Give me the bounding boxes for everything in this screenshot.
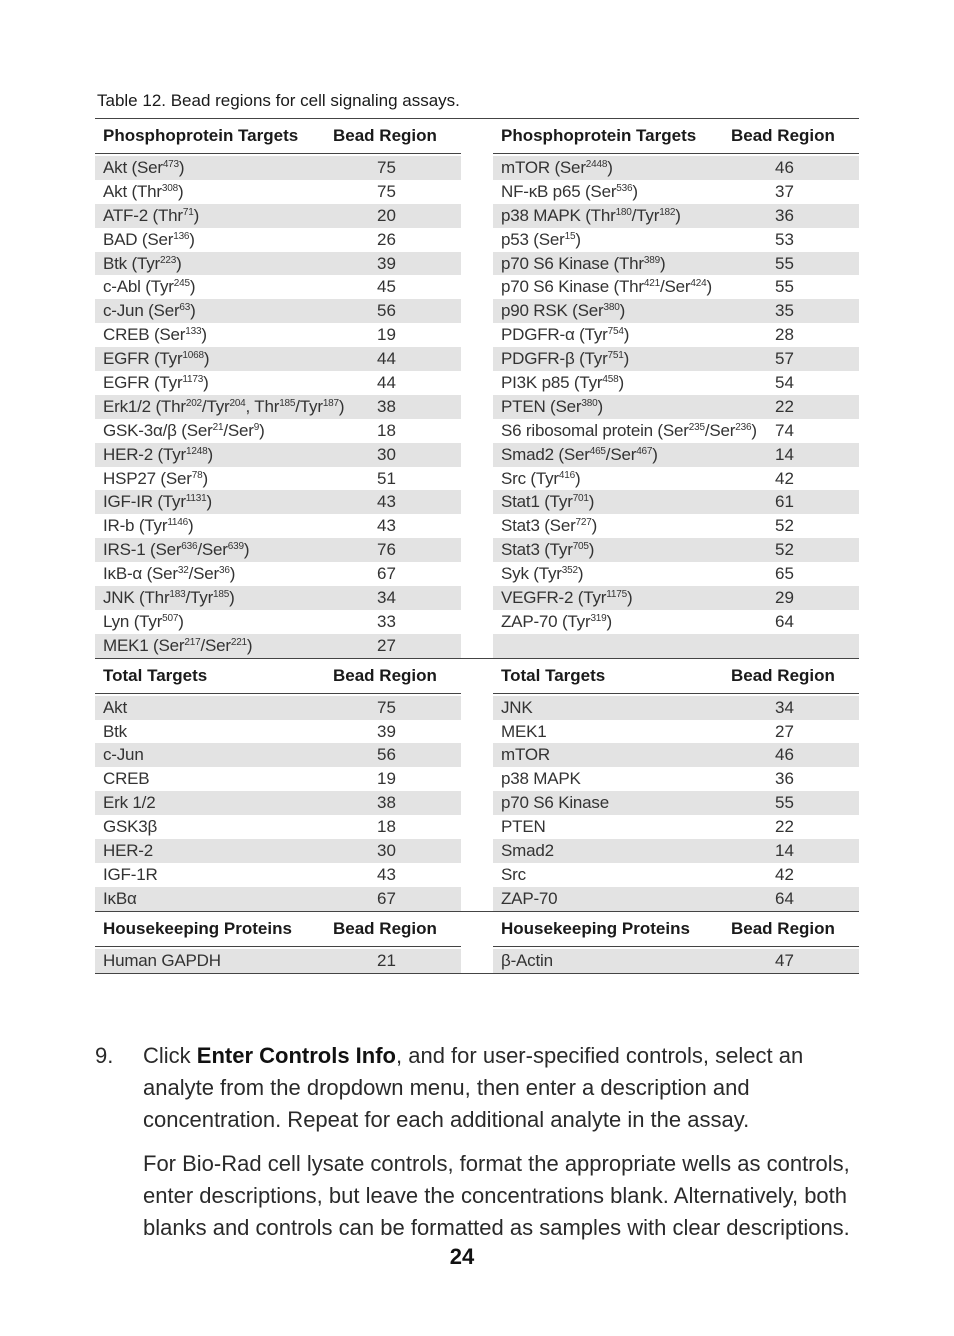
bead-region-value: 43 [377,492,396,512]
bead-region-value: 47 [775,950,794,970]
table-row [493,275,859,299]
target-name: EGFR (Tyr$^{1173}$) [103,372,209,392]
table-row [493,815,859,839]
table-row [493,204,859,228]
header-target-label: Phosphoprotein Targets [103,126,299,145]
bead-region-value: 30 [377,840,396,860]
target-name: GSK-3α/β (Ser$^{21}$/Ser$^9$) [103,420,265,440]
table-row [493,490,859,514]
table-row [95,323,461,347]
target-name: p70 S6 Kinase [501,793,609,813]
target-name: IκB-α (Ser$^{32}$/Ser$^{36}$) [103,564,236,584]
header-bead-region-label: Bead Region [731,126,835,145]
bead-region-value: 14 [775,444,794,464]
table-row [95,767,461,791]
target-name: c-Jun [103,745,144,765]
target-name: HSP27 (Ser$^{78}$) [103,468,208,488]
table-row [493,419,859,443]
table-row [493,949,859,973]
bead-region-value: 53 [775,229,794,249]
bead-region-value: 22 [775,396,794,416]
target-name: IκBα [103,888,137,908]
header-bead-region-label: Bead Region [333,126,437,145]
header-target-label: Housekeeping Proteins [103,918,292,938]
bead-region-value: 64 [775,611,794,631]
table-row [95,275,461,299]
bead-region-value: 38 [377,396,396,416]
table-row [95,299,461,323]
target-name: NF-κB p65 (Ser$^{536}$) [501,181,638,201]
header-bead-region-label: Bead Region [731,665,835,685]
table-row [95,180,461,204]
table-row [95,252,461,276]
table-row [95,371,461,395]
step-paragraph-1 [143,1040,865,1136]
bead-region-value: 51 [377,468,396,488]
target-name: Smad2 (Ser$^{465}$/Ser$^{467}$) [501,444,658,464]
table-row [493,156,859,180]
table-row [493,228,859,252]
target-name: IGF-IR (Tyr$^{1131}$) [103,492,212,512]
bead-region-value: 64 [775,888,794,908]
table-row [493,791,859,815]
target-name: Human GAPDH [103,950,221,970]
header-target-label: Housekeeping Proteins [501,918,690,938]
bead-region-value: 35 [775,301,794,321]
table-caption: Table 12. Bead regions for cell signaling assays. [97,91,460,110]
target-name: PTEN [501,817,546,837]
step-paragraph-2: For Bio-Rad cell lysate controls, format the appropriate wells as controls, enter descriptions, but leave the concentrations blank. Alternatively, both blanks and controls can be formatted as samples with clear descriptions. [143,1151,850,1240]
bead-region-value: 55 [775,793,794,813]
bead-region-value: 57 [775,349,794,369]
target-name: p38 MAPK (Thr$^{180}$/Tyr$^{182}$) [501,205,681,225]
target-name: CREB [103,769,150,789]
target-name: mTOR [501,745,550,765]
phospho-left-column [95,119,461,658]
bead-region-value: 36 [775,769,794,789]
table-row [493,634,859,658]
header-target-label: Total Targets [103,665,208,685]
target-name: Erk1/2 (Thr$^{202}$/Tyr$^{204}$, Thr$^{185}$/Tyr$^{187}$) [103,396,345,416]
table-row [95,419,461,443]
table-row [493,720,859,744]
bead-region-value: 54 [775,372,794,392]
bead-region-value: 29 [775,587,794,607]
housekeeping-section [95,912,859,973]
target-name: Src (Tyr$^{416}$) [501,468,581,488]
table-row [493,863,859,887]
table-row [95,204,461,228]
page-number: 24 [449,1244,475,1269]
table-row [95,562,461,586]
table-row [95,395,461,419]
target-name: ATF-2 (Thr$^{71}$) [103,205,200,225]
bead-region-value: 61 [775,492,794,512]
table-row [95,514,461,538]
bead-region-value: 36 [775,205,794,225]
bead-region-value: 43 [377,864,396,884]
target-name: MEK1 (Ser$^{217}$/Ser$^{221}$) [103,635,253,655]
table-row [95,863,461,887]
bead-region-value: 43 [377,516,396,536]
target-name: p70 S6 Kinase (Thr$^{389}$) [501,253,666,273]
bead-region-value: 20 [377,205,396,225]
table-row [95,696,461,720]
step-p1-post: , and for user-specified controls, select an analyte from the dropdown menu, then enter a description and concentration. Repeat for each additional analyte in the assay. [143,1043,804,1132]
bead-region-value: 21 [377,950,396,970]
table-row [493,610,859,634]
target-name: mTOR (Ser$^{2448}$) [501,157,613,177]
target-name: BAD (Ser$^{136}$) [103,229,195,249]
table-row [493,443,859,467]
bead-region-value: 52 [775,540,794,560]
target-name: EGFR (Tyr$^{1068}$) [103,349,210,369]
table-row [95,815,461,839]
target-name: S6 ribosomal protein (Ser$^{235}$/Ser$^{236}$) [501,420,757,440]
header-bead-region-label: Bead Region [333,918,437,938]
bead-region-value: 45 [377,277,396,297]
table-header [95,659,461,694]
target-name: Btk [103,721,127,741]
table-row [95,887,461,911]
table-row [493,887,859,911]
bead-region-value: 55 [775,253,794,273]
table-header [493,119,859,154]
target-name: Smad2 [501,840,554,860]
bead-region-value: 34 [377,587,396,607]
target-name: ZAP-70 (Tyr$^{319}$) [501,611,612,631]
bead-region-value: 28 [775,325,794,345]
target-name: p90 RSK (Ser$^{380}$) [501,301,626,321]
target-name: β-Actin [501,950,553,970]
bead-region-value: 27 [377,635,396,655]
bead-region-value: 39 [377,721,396,741]
table-row [95,156,461,180]
bead-region-value: 75 [377,697,396,717]
table-row [95,949,461,973]
phospho-right-column [493,119,859,658]
table-row [95,538,461,562]
bead-region-value: 18 [377,817,396,837]
target-name: PI3K p85 (Tyr$^{458}$) [501,372,624,392]
target-name: HER-2 (Tyr$^{1248}$) [103,444,213,464]
total-section [95,659,859,911]
bead-region-value: 46 [775,157,794,177]
table-row [95,743,461,767]
target-name: Akt (Ser$^{473}$) [103,157,185,177]
table-header [95,912,461,947]
target-name: IRS-1 (Ser$^{636}$/Ser$^{639}$) [103,540,250,560]
bead-region-value: 22 [775,817,794,837]
header-target-label: Phosphoprotein Targets [501,126,697,145]
header-target-label: Total Targets [501,665,606,685]
table-row [493,586,859,610]
table-row [493,562,859,586]
target-name: Erk 1/2 [103,793,156,813]
bead-region-value: 33 [377,611,396,631]
bead-region-value: 52 [775,516,794,536]
step-9 [95,1040,865,1244]
target-name: PDGFR-β (Tyr$^{751}$) [501,349,630,369]
bead-region-value: 19 [377,325,396,345]
total-right-column [493,659,859,911]
bead-region-value: 42 [775,468,794,488]
bead-region-value: 44 [377,349,396,369]
target-name: MEK1 [501,721,547,741]
table-row [493,347,859,371]
target-name: p38 MAPK [501,769,581,789]
target-name: ZAP-70 [501,888,558,908]
table-row [493,467,859,491]
bead-region-value: 27 [775,721,794,741]
table-row [95,720,461,744]
table-row [493,767,859,791]
bead-region-value: 76 [377,540,396,560]
table-row [95,467,461,491]
table-row [493,180,859,204]
bead-region-value: 18 [377,420,396,440]
bead-region-value: 67 [377,564,396,584]
bead-region-value: 39 [377,253,396,273]
target-name: Syk (Tyr$^{352}$) [501,564,584,584]
table-row [95,228,461,252]
bead-region-value: 42 [775,864,794,884]
target-name: VEGFR-2 (Tyr$^{1175}$) [501,587,633,607]
table-row [95,490,461,514]
table-row [493,371,859,395]
target-name: Btk (Tyr$^{223}$) [103,253,182,273]
step-p1-pre: Click [143,1043,197,1068]
target-name: Stat3 (Ser$^{727}$) [501,516,598,536]
bead-region-value: 75 [377,181,396,201]
target-name: GSK3β [103,817,158,837]
table-row [493,538,859,562]
bead-region-value: 14 [775,840,794,860]
target-name: c-Abl (Tyr$^{245}$) [103,277,196,297]
target-name: Stat1 (Tyr$^{701}$) [501,492,595,512]
table-row [95,586,461,610]
bead-region-value: 37 [775,181,794,201]
target-name: IGF-1R [103,864,158,884]
table-row [493,696,859,720]
target-name: HER-2 [103,840,154,860]
table-row [493,252,859,276]
bead-region-value: 67 [377,888,396,908]
table-row [95,839,461,863]
bead-region-value: 75 [377,157,396,177]
target-name: p53 (Ser$^{15}$) [501,229,581,249]
bead-region-value: 19 [377,769,396,789]
table-row [493,514,859,538]
bead-region-value: 65 [775,564,794,584]
phospho-section [95,119,859,658]
header-bead-region-label: Bead Region [731,918,835,938]
target-name: Akt [103,697,127,717]
table-header [493,912,859,947]
table-row [95,634,461,658]
target-name: Src [501,864,526,884]
enter-controls-info-label: Enter Controls Info [196,1043,396,1068]
target-name: Akt (Thr$^{308}$) [103,181,184,201]
target-name: IR-b (Tyr$^{1146}$) [103,516,194,536]
target-name: JNK (Thr$^{183}$/Tyr$^{185}$) [103,587,235,607]
target-name: p70 S6 Kinase (Thr$^{421}$/Ser$^{424}$) [501,277,712,297]
bead-region-table [95,118,859,974]
header-bead-region-label: Bead Region [333,665,437,685]
bead-region-value: 34 [775,697,794,717]
bead-region-value: 74 [775,420,794,440]
step-number: 9. [95,1043,114,1068]
target-name: c-Jun (Ser$^{63}$) [103,301,196,321]
table-row [95,443,461,467]
table-row [493,299,859,323]
housekeeping-right-column [493,912,859,973]
bead-region-value: 56 [377,301,396,321]
target-name: JNK [501,697,533,717]
bead-region-value: 56 [377,745,396,765]
bead-region-value: 30 [377,444,396,464]
bead-region-value: 26 [377,229,396,249]
target-name: Lyn (Tyr$^{507}$) [103,611,184,631]
target-name: Stat3 (Tyr$^{705}$) [501,540,595,560]
table-row [493,839,859,863]
target-name: PTEN (Ser$^{380}$) [501,396,603,416]
table-row [493,323,859,347]
table-row [95,347,461,371]
table-row [95,610,461,634]
table-header [493,659,859,694]
bead-region-value: 55 [775,277,794,297]
table-header [95,119,461,154]
table-row [493,743,859,767]
bead-region-value: 44 [377,372,396,392]
bead-region-value: 38 [377,793,396,813]
total-left-column [95,659,461,911]
table-row [493,395,859,419]
target-name: PDGFR-α (Tyr$^{754}$) [501,325,630,345]
target-name: CREB (Ser$^{133}$) [103,325,207,345]
housekeeping-left-column [95,912,461,973]
bead-region-value: 46 [775,745,794,765]
table-row [95,791,461,815]
